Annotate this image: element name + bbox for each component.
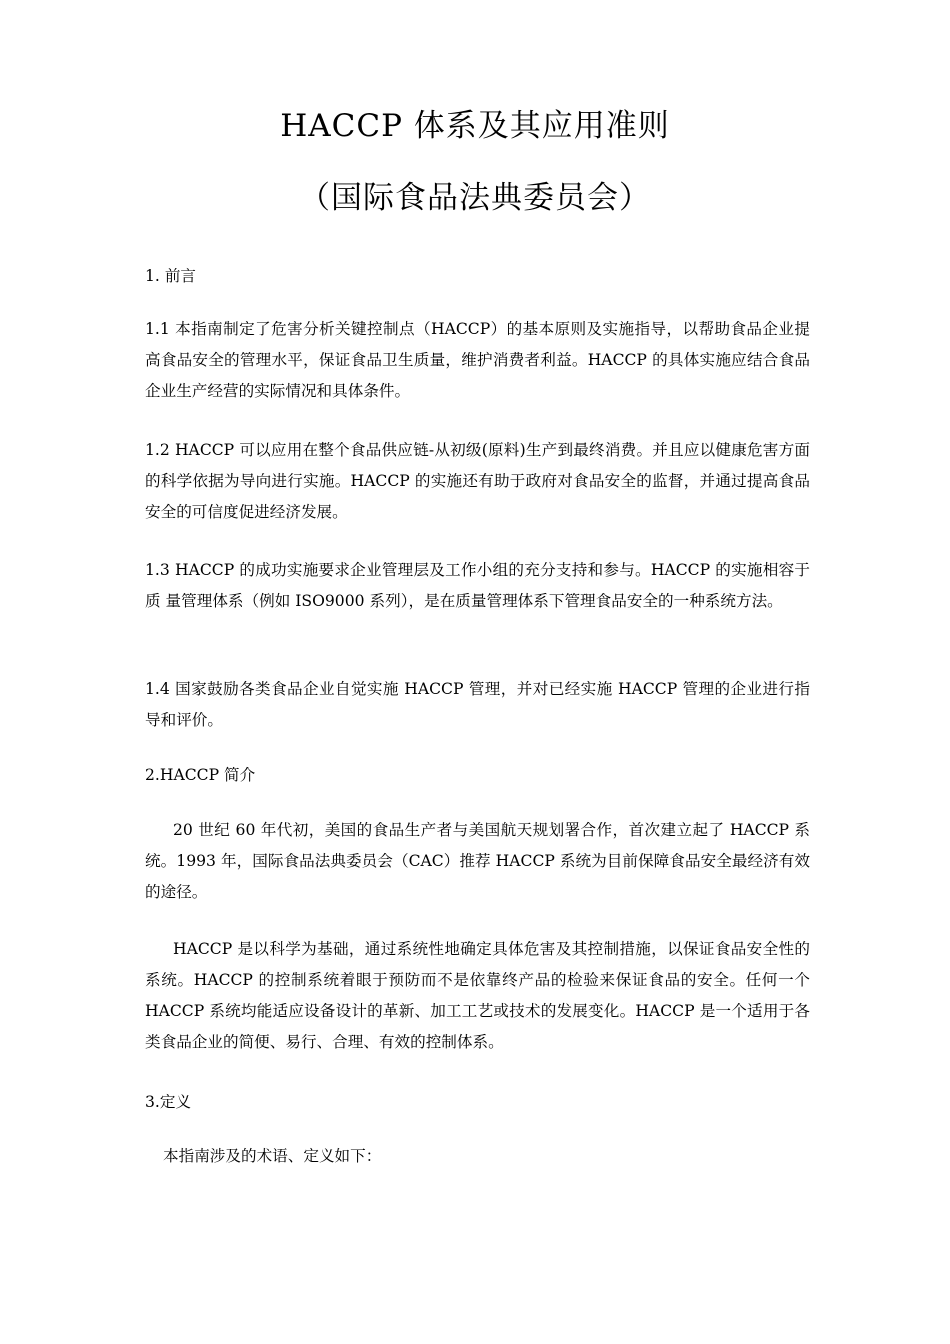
paragraph-1-1: 1.1 本指南制定了危害分析关键控制点（HACCP）的基本原则及实施指导，以帮助食品企业提高食品安全的管理水平，保证食品卫生质量，维护消费者利益。HACCP 的具体实施应结合食品企业生产经营的实际情况和具体条件。 <box>145 320 810 400</box>
paragraph-1-4: 1.4 国家鼓励各类食品企业自觉实施 HACCP 管理，并对已经实施 HACCP 管理的企业进行指导和评价。 <box>145 680 810 729</box>
paragraph-haccp-history: 20 世纪 60 年代初，美国的食品生产者与美国航天规划署合作，首次建立起了 HACCP 系统。1993 年，国际食品法典委员会（CAC）推荐 HACCP 系统为目前保障食品安全最经济有效的途径。 <box>145 821 810 901</box>
document-title: HACCP 体系及其应用准则 <box>280 108 670 144</box>
paragraph-definitions-intro: 本指南涉及的术语、定义如下： <box>163 1147 382 1165</box>
section-heading-definitions: 3.定义 <box>145 1093 192 1111</box>
section-heading-haccp-intro: 2.HACCP 简介 <box>145 766 256 784</box>
section-heading-preface: 1. 前言 <box>145 267 197 285</box>
paragraph-haccp-description: HACCP 是以科学为基础，通过系统性地确定具体危害及其控制措施，以保证食品安全性的系统。HACCP 的控制系统着眼于预防而不是依靠终产品的检验来保证食品的安全。任何一个 HACCP 系统均能适应设备设计的革新、加工工艺或技术的发展变化。HACCP 是一个适用于各类食品企业的简便、易行、合理、有效的控制体系。 <box>145 940 810 1051</box>
paragraph-1-3: 1.3 HACCP 的成功实施要求企业管理层及工作小组的充分支持和参与。HACCP 的实施相容于质 量管理体系（例如 ISO9000 系列），是在质量管理体系下管理食品安全的一种系统方法。 <box>145 561 810 610</box>
paragraph-1-2: 1.2 HACCP 可以应用在整个食品供应链-从初级(原料)生产到最终消费。并且应以健康危害方面的科学依据为导向进行实施。HACCP 的实施还有助于政府对食品安全的监督，并通过提高食品安全的可信度促进经济发展。 <box>145 441 810 521</box>
document-subtitle: （国际食品法典委员会） <box>299 180 651 216</box>
